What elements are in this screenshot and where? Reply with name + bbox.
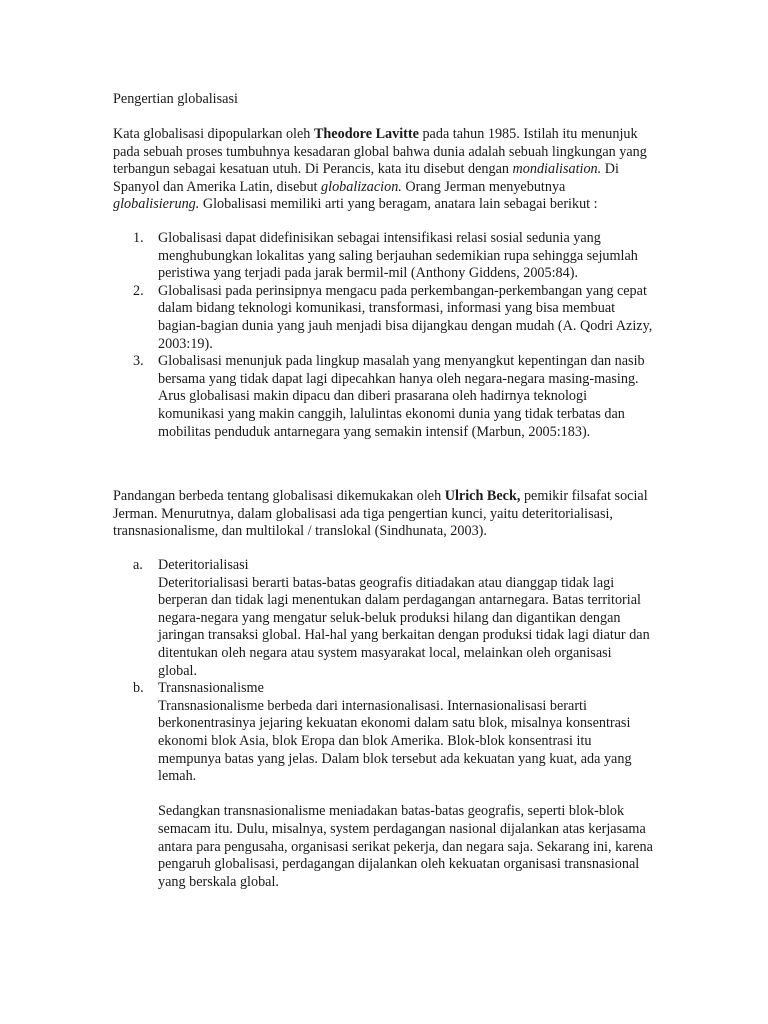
list-marker: a.: [133, 557, 143, 573]
beck-text-2: pemikir filsafat social Jerman. Menurutnya, dalam globalisasi ada tiga pengertian kunci, yaitu deteritorialisasi, transnasionalisme, dan multilokal / translokal (Sindhunata, 2003).: [113, 488, 648, 540]
list-item-heading: Deteritorialisasi: [158, 557, 249, 573]
list-item-text: Deteritorialisasi berarti batas-batas geografis ditiadakan atau dianggap tidak lagi berperan dan tidak lagi menentukan dalam perdagangan antarnegara. Batas territorial negara-negara yang mengatur seluk-beluk produksi hilang dan digantikan dengan jaringan transaksi global. Hal-hal yang berkaitan dengan produksi tidak lagi diatur dan ditentukan oleh negara atau system masyarakat local, melainkan oleh organisasi global.: [158, 574, 650, 679]
intro-text-4: Orang Jerman menyebutnya: [401, 178, 566, 195]
list-item-text-continued: Sedangkan transnasionalisme meniadakan batas-batas geografis, seperti blok-blok semacam itu. Dulu, misalnya, system perdagangan nasional dijalankan atas kerjasama antara para pengusaha, organisasi serikat pekerja, dan negara saja. Sekarang ini, karena pengaruh globalisasi, perdagangan dijalankan oleh kekuatan organisasi transnasional yang berskala global.: [158, 803, 653, 890]
intro-term-spanish: globalizacion.: [321, 178, 402, 195]
intro-term-german: globalisierung.: [113, 196, 200, 213]
beck-paragraph: [113, 488, 653, 541]
list-marker: b.: [133, 680, 144, 697]
list-item-text: Globalisasi dapat didefinisikan sebagai intensifikasi relasi sosial sedunia yang menghubungkan lokalitas yang saling berjauhan sedemikian rupa sehingga sejumlah peristiwa yang terjadi pada jarak bermil-mil (Anthony Giddens, 2005:84).: [158, 230, 638, 282]
list-item-text: Transnasionalisme berbeda dari internasionalisasi. Internasionalisasi berarti berkonentrasinya jejaring kekuatan ekonomi dalam satu blok, misalnya konsentrasi ekonomi blok Asia, blok Eropa dan blok Amerika. Blok-blok konsentrasi itu mempunya batas yang jelas. Dalam blok tersebut ada kekuatan yang kuat, ada yang lemah.: [158, 697, 632, 785]
intro-term-french: mondialisation.: [512, 161, 602, 178]
lettered-list-item-deteritorialisasi: [113, 557, 653, 680]
lettered-list: [113, 557, 653, 891]
intro-text-1: Kata globalisasi dipopularkan oleh: [113, 126, 314, 142]
numbered-list: [113, 230, 653, 441]
document-title: Pengertian globalisasi: [113, 91, 238, 107]
list-marker: 1.: [133, 230, 144, 246]
intro-paragraph: [113, 126, 653, 214]
list-marker: 2.: [133, 282, 144, 299]
numbered-list-item: [113, 230, 653, 283]
list-item-text: Globalisasi menunjuk pada lingkup masalah yang menyangkut kepentingan dan nasib bersama yang tidak dapat lagi dipecahkan hanya oleh negara-negara masing-masing. Arus globalisasi makin dipacu dan diberi prasarana oleh hadirnya teknologi komunikasi yang makin canggih, lalulintas ekonomi dunia yang tidak terbatas dan mobilitas penduduk antarnegara yang semakin intensif (Marbun, 2005:183).: [158, 353, 645, 440]
lettered-list-item-transnasionalisme: [113, 680, 653, 891]
list-item-text: Globalisasi pada perinsipnya mengacu pada perkembangan-perkembangan yang cepat dalam bidang teknologi komunikasi, transformasi, informasi yang bisa membuat bagian-bagian dunia yang jauh menjadi bisa dijangkau dengan mudah (A. Qodri Azizy, 2003:19).: [158, 282, 653, 352]
intro-author-name: Theodore Lavitte: [313, 126, 419, 142]
intro-text-5: Globalisasi memiliki arti yang beragam, anatara lain sebagai berikut :: [199, 196, 598, 213]
list-item-heading: Transnasionalisme: [158, 680, 264, 697]
intro-text-2: pada tahun 1985. Istilah itu menunjuk pada sebuah proses tumbuhnya kesadaran global bahwa dunia adalah sebuah lingkungan yang terbangun sebagai kesatuan utuh. Di Perancis, kata itu disebut dengan: [113, 126, 647, 178]
list-marker: 3.: [133, 353, 144, 370]
intro-text-3: Di Spanyol dan Amerika Latin, disebut: [113, 161, 619, 195]
beck-text-1: Pandangan berbeda tentang globalisasi dikemukakan oleh: [113, 488, 445, 504]
beck-author-name: Ulrich Beck,: [444, 488, 521, 504]
numbered-list-item: [113, 353, 653, 441]
paragraph-spacer: [158, 786, 653, 804]
numbered-list-item: [113, 283, 653, 353]
